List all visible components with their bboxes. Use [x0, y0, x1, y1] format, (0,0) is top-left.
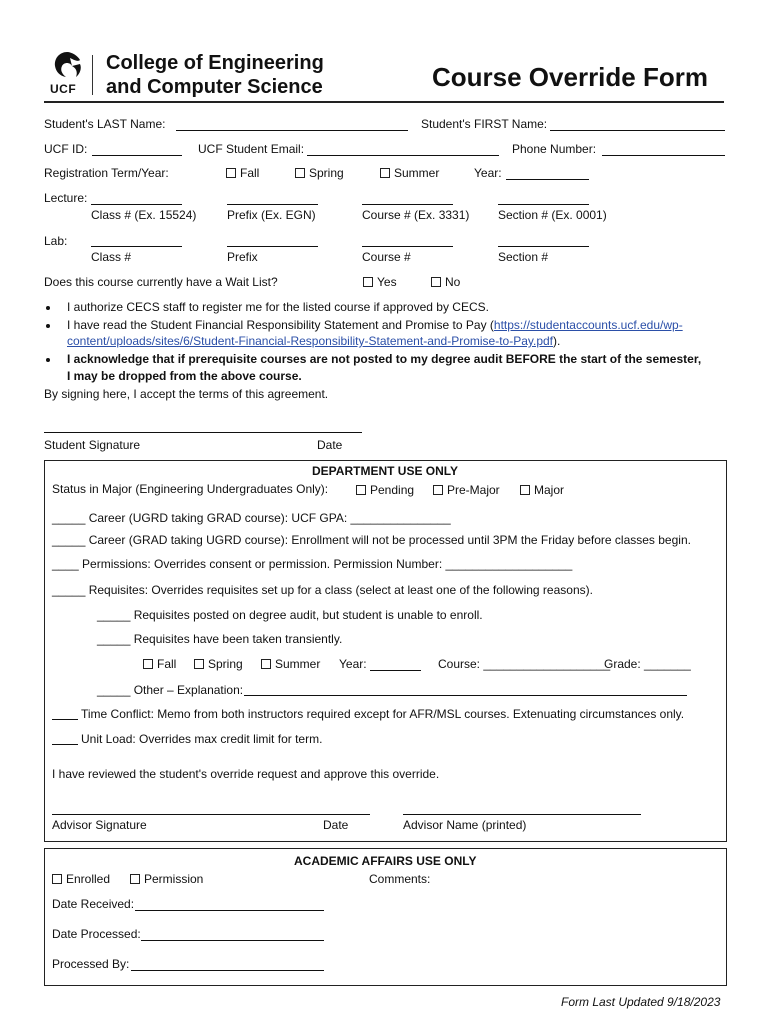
checkbox-icon	[194, 659, 204, 669]
transient-grade-field[interactable]: Grade: _______	[604, 657, 691, 671]
processed-by-label: Processed By:	[52, 957, 130, 971]
last-name-field[interactable]	[176, 130, 408, 131]
checkbox-icon	[431, 277, 441, 287]
year-label: Year:	[474, 166, 502, 180]
status-major-label: Status in Major (Engineering Undergraduates Only):	[52, 482, 329, 496]
student-signature-label: Student Signature	[44, 438, 141, 452]
waitlist-question: Does this course currently have a Wait List?	[44, 275, 278, 289]
requisites-transient[interactable]: _____ Requisites have been taken transiently.	[97, 632, 343, 646]
agreement-bullet-3-cont: I may be dropped from the above course.	[67, 369, 302, 383]
term-fall-checkbox[interactable]: Fall	[226, 166, 259, 180]
financial-statement-link-cont[interactable]: content/uploads/sites/6/Student-Financial-Responsibility-Statement-and-Promise-to-Pay.pdf	[67, 334, 554, 348]
lab-prefix-hint: Prefix	[227, 250, 258, 264]
college-name-line1: College of Engineering	[106, 52, 324, 74]
financial-statement-link[interactable]: https://studentaccounts.ucf.edu/wp-	[493, 318, 683, 332]
advisor-name-field[interactable]	[403, 814, 641, 815]
email-label: UCF Student Email:	[198, 142, 305, 156]
transient-fall-checkbox[interactable]: Fall	[143, 657, 176, 671]
lecture-label: Lecture:	[44, 191, 88, 205]
pegasus-icon	[50, 50, 84, 80]
checkbox-icon	[143, 659, 153, 669]
career-ugrd-option[interactable]: _____ Career (UGRD taking GRAD course): UCF GPA: _______________	[52, 511, 451, 525]
other-explanation-label: _____ Other – Explanation:	[97, 683, 244, 697]
department-title: DEPARTMENT USE ONLY	[312, 464, 459, 478]
bullet-icon	[46, 324, 50, 328]
advisor-date-label: Date	[323, 818, 349, 832]
college-name-line2: and Computer Science	[106, 76, 323, 98]
term-summer-checkbox[interactable]: Summer	[380, 166, 439, 180]
processed-by-field[interactable]	[131, 970, 324, 971]
checkbox-icon	[363, 277, 373, 287]
logo-text: UCF	[50, 82, 77, 96]
lecture-course-field[interactable]	[362, 204, 453, 205]
term-label: Registration Term/Year:	[44, 166, 169, 180]
student-date-label: Date	[317, 438, 343, 452]
other-explanation-field[interactable]	[244, 695, 687, 696]
checkbox-icon	[295, 168, 305, 178]
date-received-field[interactable]	[135, 910, 324, 911]
academic-affairs-box	[44, 848, 727, 986]
ucf-logo	[48, 50, 84, 94]
lab-course-field[interactable]	[362, 246, 453, 247]
agreement-bullet-2: I have read the Student Financial Responsibility Statement and Promise to Pay (https://studentaccounts.ucf.edu/wp-	[67, 318, 683, 332]
advisor-signature-label: Advisor Signature	[52, 818, 147, 832]
form-title: Course Override Form	[432, 62, 708, 92]
transient-course-field[interactable]: Course: ___________________	[438, 657, 611, 671]
comments-label: Comments:	[369, 872, 431, 886]
header-rule	[44, 101, 724, 103]
logo-divider	[92, 55, 93, 95]
lab-label: Lab:	[44, 234, 68, 248]
transient-summer-checkbox[interactable]: Summer	[261, 657, 320, 671]
advisor-signature-field[interactable]	[52, 814, 370, 815]
requisites-degree-audit[interactable]: _____ Requisites posted on degree audit, but student is unable to enroll.	[97, 608, 483, 622]
status-pending-checkbox[interactable]: Pending	[356, 483, 414, 497]
transient-year-label: Year:	[339, 657, 367, 671]
career-grad-option[interactable]: _____ Career (GRAD taking UGRD course): Enrollment will not be processed until 3PM the Friday before classes begin.	[52, 533, 691, 547]
requisites-option[interactable]: _____ Requisites: Overrides requisites set up for a class (select at least one of the following reasons).	[52, 583, 593, 597]
checkbox-icon	[52, 874, 62, 884]
transient-spring-checkbox[interactable]: Spring	[194, 657, 243, 671]
lab-section-hint: Section #	[498, 250, 549, 264]
bullet-icon	[46, 358, 50, 362]
checkbox-icon	[380, 168, 390, 178]
date-received-label: Date Received:	[52, 897, 135, 911]
term-spring-checkbox[interactable]: Spring	[295, 166, 344, 180]
unit-load-blank[interactable]	[52, 744, 78, 745]
permission-checkbox[interactable]: Permission	[130, 872, 203, 886]
checkbox-icon	[433, 485, 443, 495]
date-processed-field[interactable]	[141, 940, 324, 941]
checkbox-icon	[261, 659, 271, 669]
time-conflict-blank[interactable]	[52, 719, 78, 720]
bullet-icon	[46, 306, 50, 310]
lab-class-hint: Class #	[91, 250, 132, 264]
last-name-label: Student's LAST Name:	[44, 117, 166, 131]
lecture-section-hint: Section # (Ex. 0001)	[498, 208, 607, 222]
time-conflict-option: Time Conflict: Memo from both instructors required except for AFR/MSL courses. Extenuating circumstances only.	[81, 707, 685, 721]
lab-prefix-field[interactable]	[227, 246, 318, 247]
advisor-name-label: Advisor Name (printed)	[403, 818, 527, 832]
form-last-updated: Form Last Updated 9/18/2023	[561, 995, 721, 1009]
lecture-prefix-field[interactable]	[227, 204, 318, 205]
status-premajor-checkbox[interactable]: Pre-Major	[433, 483, 500, 497]
academic-affairs-title: ACADEMIC AFFAIRS USE ONLY	[294, 854, 477, 868]
lab-class-field[interactable]	[91, 246, 182, 247]
lecture-course-hint: Course # (Ex. 3331)	[362, 208, 470, 222]
first-name-label: Student's FIRST Name:	[421, 117, 548, 131]
advisor-review-statement: I have reviewed the student's override request and approve this override.	[52, 767, 440, 781]
waitlist-no-checkbox[interactable]: No	[431, 275, 460, 289]
lab-section-field[interactable]	[498, 246, 589, 247]
ucf-id-label: UCF ID:	[44, 142, 88, 156]
date-processed-label: Date Processed:	[52, 927, 141, 941]
status-major-checkbox[interactable]: Major	[520, 483, 564, 497]
lecture-section-field[interactable]	[498, 204, 589, 205]
agreement-bullet-2-cont: content/uploads/sites/6/Student-Financial-Responsibility-Statement-and-Promise-to-Pay.pdf).	[67, 334, 561, 348]
lecture-class-field[interactable]	[91, 204, 182, 205]
lab-course-hint: Course #	[362, 250, 411, 264]
enrolled-checkbox[interactable]: Enrolled	[52, 872, 110, 886]
checkbox-icon	[520, 485, 530, 495]
lecture-prefix-hint: Prefix (Ex. EGN)	[227, 208, 316, 222]
checkbox-icon	[130, 874, 140, 884]
unit-load-option: Unit Load: Overrides max credit limit for term.	[81, 732, 323, 746]
year-field[interactable]	[506, 179, 589, 180]
waitlist-yes-checkbox[interactable]: Yes	[363, 275, 397, 289]
accept-terms: By signing here, I accept the terms of this agreement.	[44, 387, 329, 401]
checkbox-icon	[356, 485, 366, 495]
email-field[interactable]	[307, 155, 499, 156]
phone-label: Phone Number:	[512, 142, 597, 156]
checkbox-icon	[226, 168, 236, 178]
transient-year-field[interactable]	[370, 670, 421, 671]
agreement-bullet-3: I acknowledge that if prerequisite courses are not posted to my degree audit BEFORE the start of the semester,	[67, 352, 702, 366]
student-signature-field[interactable]	[44, 432, 362, 433]
ucf-id-field[interactable]	[92, 155, 182, 156]
first-name-field[interactable]	[550, 130, 725, 131]
lecture-class-hint: Class # (Ex. 15524)	[91, 208, 197, 222]
permissions-option[interactable]: ____ Permissions: Overrides consent or permission. Permission Number: ___________________	[52, 557, 573, 571]
agreement-bullet-1: I authorize CECS staff to register me for the listed course if approved by CECS.	[67, 300, 489, 314]
phone-field[interactable]	[602, 155, 725, 156]
